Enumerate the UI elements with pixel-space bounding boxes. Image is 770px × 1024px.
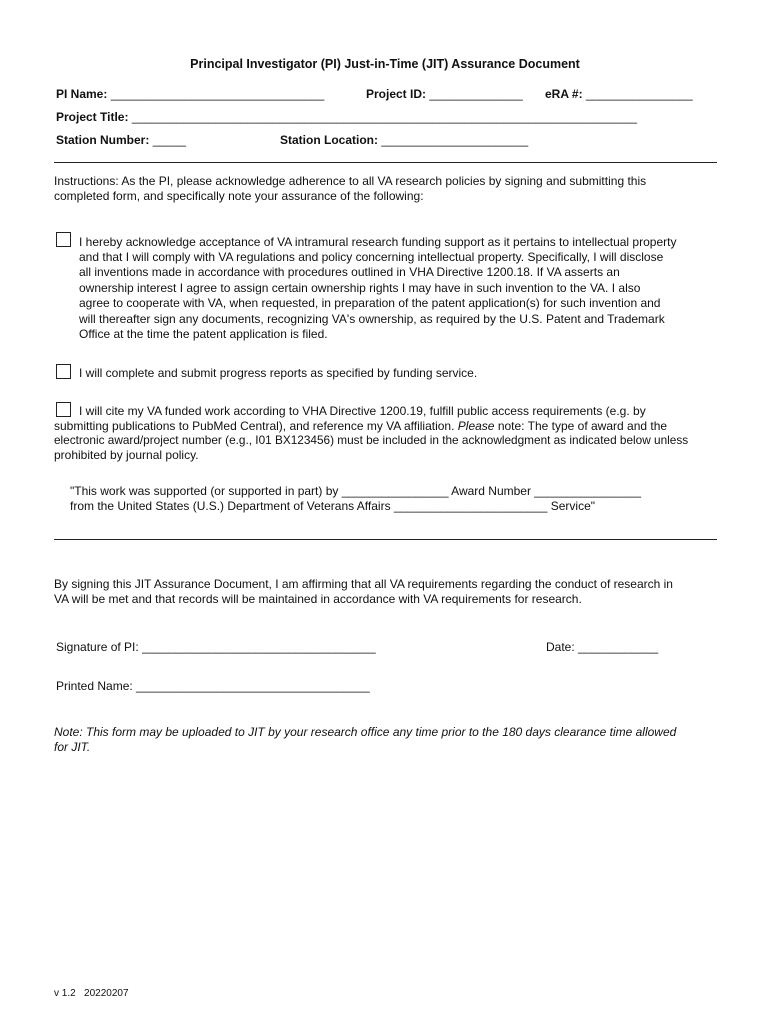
project-title-field[interactable] [56,110,637,124]
item3-line-1: I will cite my VA funded work according to VHA Directive 1200.19, fulfill public access requirements (e.g. by [79,404,646,418]
project-title-blank[interactable]: _______________________________________________________________________________ [131,112,638,124]
item3-line-2-end: note: The type of award and the [497,419,668,433]
item3-line-4: prohibited by journal policy. [54,448,199,462]
signature-field[interactable] [56,640,376,654]
item3-line-2 [54,419,667,433]
printed-name-label: Printed Name: [56,679,133,693]
instructions-line-1: Instructions: As the PI, please acknowledge adherence to all VA research policies by signing and submitting this [54,174,647,188]
signature-blank[interactable]: ___________________________________ [142,640,376,654]
station-location-field[interactable] [280,133,528,147]
checkbox-ip-acknowledgment[interactable] [56,232,71,247]
date-field[interactable] [546,640,658,654]
item1-line-2: and that I will comply with VA regulations and policy concerning intellectual property. Specifically, I will disclose [79,250,664,264]
item1-line-6: will thereafter sign any documents, recognizing VA's ownership, as required by the U.S. Patent and Trademark [79,312,665,326]
note-line-1: Note: This form may be uploaded to JIT by your research office any time prior to the 180 days clearance time allowed [54,725,677,739]
date-label: Date: [546,640,575,654]
affirmation-line-2: VA will be met and that records will be maintained in accordance with VA requirements for research. [54,592,582,606]
pi-name-field[interactable] [56,87,324,101]
version-label: v 1.2 20220207 [54,988,129,999]
checkbox-progress-reports[interactable] [56,364,71,379]
item1-line-7: Office at the time the patent application is filed. [79,327,328,341]
acknowledgment-line-1: "This work was supported (or supported in part) by ________________ Award Number ________________ [70,484,642,498]
instructions-line-2: completed form, and specifically note your assurance of the following: [54,189,424,203]
divider-top [54,162,717,163]
page-title: Principal Investigator (PI) Just-in-Time (JIT) Assurance Document [190,57,580,71]
signature-label: Signature of PI: [56,640,139,654]
printed-name-field[interactable] [56,679,370,693]
pi-name-label: PI Name: [56,87,108,101]
item1-line-1: I hereby acknowledge acceptance of VA intramural research funding support as it pertains to intellectual property [79,235,677,249]
item3-please: Please [457,419,495,433]
item3-line-2-start: submitting publications to PubMed Central), and reference my VA affiliation. [54,419,455,433]
era-blank[interactable]: ________________ [585,87,693,101]
project-id-blank[interactable]: ______________ [429,87,523,101]
era-field[interactable] [545,87,693,101]
station-number-blank[interactable]: _____ [152,133,187,147]
item2-line-1: I will complete and submit progress reports as specified by funding service. [79,366,478,380]
pi-name-blank[interactable]: ________________________________ [110,87,325,101]
station-location-blank[interactable]: ______________________ [381,133,529,147]
era-label: eRA #: [545,87,583,101]
affirmation-line-1: By signing this JIT Assurance Document, I am affirming that all VA requirements regarding the conduct of research in [54,577,673,591]
station-number-field[interactable] [56,133,186,147]
item1-line-3: all inventions made in accordance with procedures outlined in VHA Directive 1200.18. If VA asserts an [79,265,620,279]
item1-line-4: ownership interest I agree to assign certain ownership rights I may have in such invention to the VA. I also [79,281,641,295]
printed-name-blank[interactable]: ___________________________________ [136,679,370,693]
note-line-2: for JIT. [54,740,91,754]
divider-middle [54,539,717,540]
project-title-label: Project Title: [56,110,129,124]
station-number-label: Station Number: [56,133,150,147]
project-id-label: Project ID: [366,87,427,101]
acknowledgment-line-2: from the United States (U.S.) Department of Veterans Affairs _______________________ Service" [70,499,596,513]
item1-line-5: agree to cooperate with VA, when requested, in preparation of the patent application(s) for such invention and [79,296,661,310]
project-id-field[interactable] [366,87,523,101]
checkbox-cite-work[interactable] [56,402,71,417]
date-blank[interactable]: ____________ [578,640,659,654]
station-location-label: Station Location: [280,133,378,147]
item3-line-3: electronic award/project number (e.g., I01 BX123456) must be included in the acknowledgment as indicated below unless [54,433,689,447]
